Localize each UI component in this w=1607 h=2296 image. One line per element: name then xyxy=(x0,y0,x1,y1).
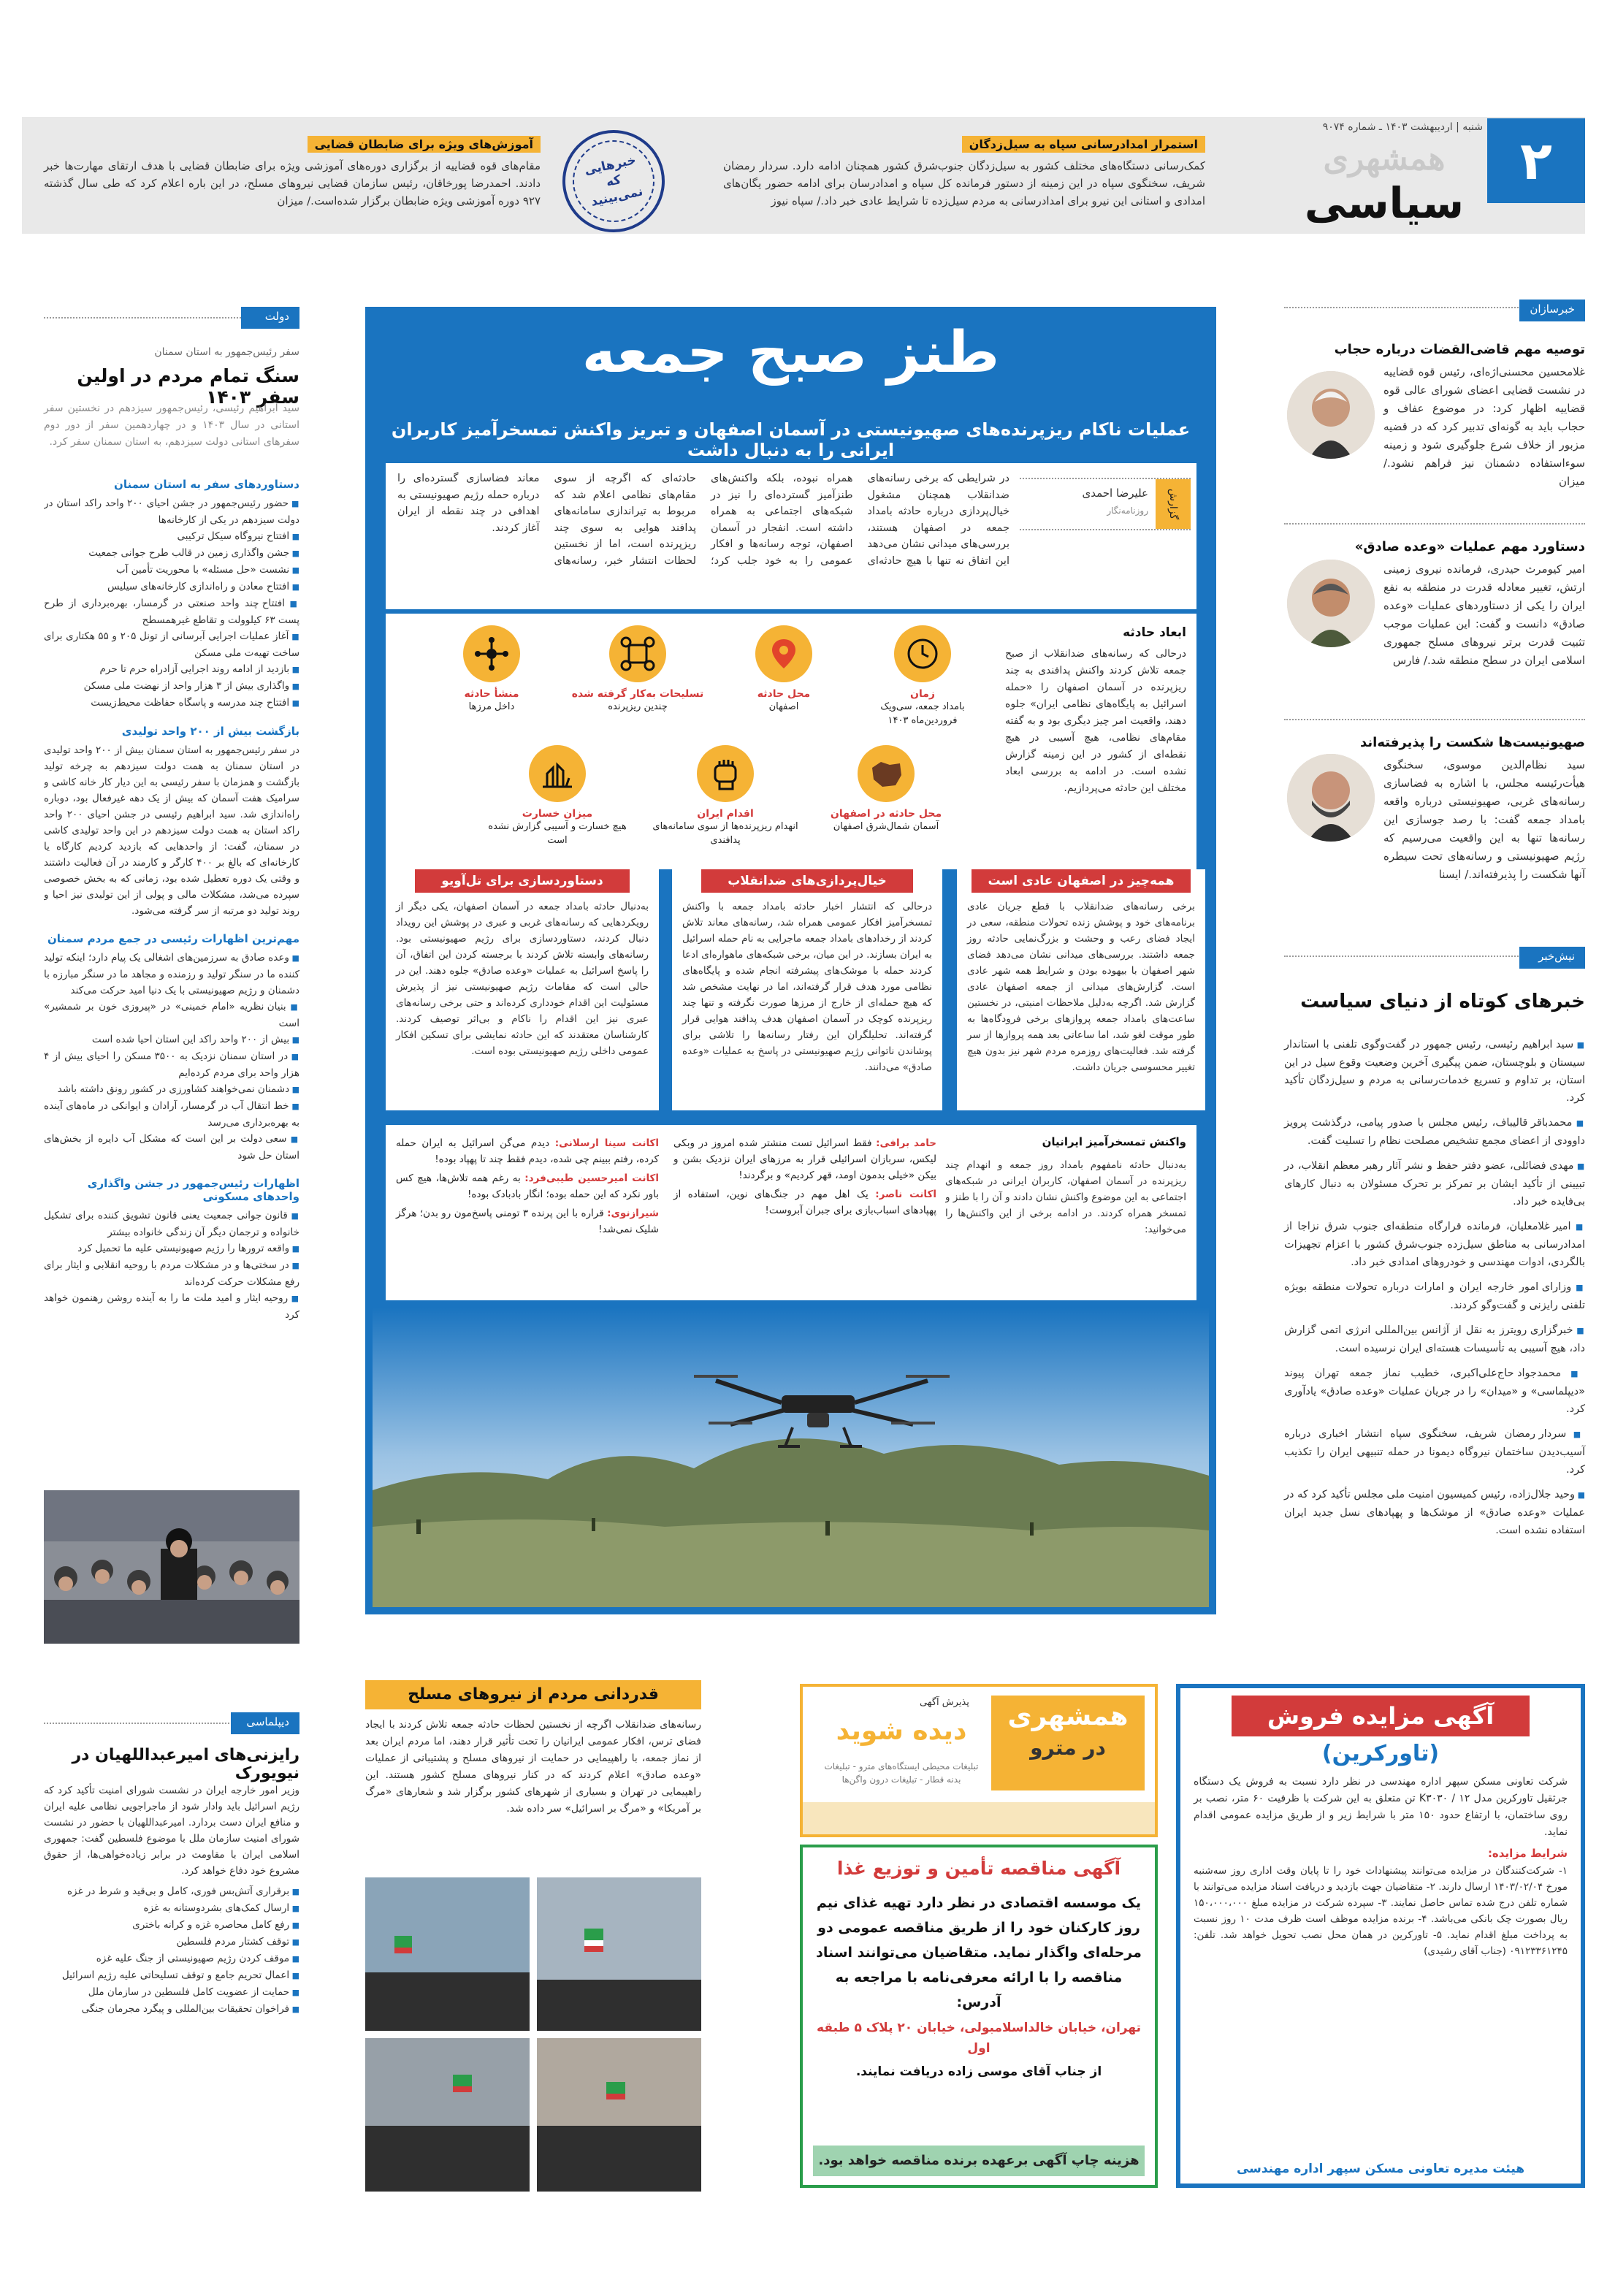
feature-intro-box xyxy=(386,463,1196,609)
map-icon xyxy=(858,745,915,802)
diplomacy-title: رایزنی‌های امیرعبداللهیان در نیویورک xyxy=(72,1746,299,1782)
khabarsazan-item-1-title: توصیه مهم قاضی‌القضات درباره حجاب xyxy=(1334,342,1585,357)
dolat-kicker: سفر رئیس‌جمهور به استان سمنان xyxy=(154,346,299,358)
reaction-item xyxy=(396,1170,659,1202)
fact-iran-action-title: اقدام ایران xyxy=(697,808,754,820)
location-pin-icon xyxy=(755,625,812,682)
column-isfahan-normal xyxy=(957,869,1205,1110)
khabarsazan-item-2-body: امیر کیومرث حیدری، فرمانده نیروی زمینی ارتش، تغییر معادله قدرت در منطقه به نفع ایران را یکی از دستاوردهای عملیات «وعده صادق» دانست و گفت: این عملیات موجب تثبیت قدرت برتر نیروهای مسلح جمهوری اسلامی ایران در سطح منطقه شد./ فارس xyxy=(1383,562,1585,667)
fact-origin xyxy=(430,625,554,742)
reactions-list xyxy=(396,1135,936,1296)
raisi-crowd-photo xyxy=(44,1490,299,1644)
ad-subway-slogan: دیده شوید xyxy=(836,1716,967,1746)
armed-forces-title: قدردانی مردم از نیروهای مسلح xyxy=(365,1680,701,1709)
reactions-title: واکنش تمسخرآمیز ایرانیان xyxy=(1042,1135,1186,1148)
fact-time xyxy=(860,625,985,742)
dolat-list-item: ■ افتتاح چند مدرسه و پاسگاه حفاظت محیط‌زیست xyxy=(44,695,299,712)
ad-tender-body: یک موسسه اقتصادی در نظر دارد تهیه غذای نیم روز کارکنان خود را از طریق مناقصه عمومی دو مرحله‌ای واگذار نماید. متقاضیان می‌توانند اسناد مناقصه را با ارائه معرفی‌نامه با مراجعه به آدرس: xyxy=(816,1895,1142,2010)
ad-subway-bottom xyxy=(803,1802,1155,1834)
reaction-item xyxy=(396,1135,659,1167)
page-number: ۲ xyxy=(1520,130,1552,191)
reaction-user: شیرازنوی: xyxy=(607,1208,659,1219)
column-isfahan-normal-body: برخی رسانه‌های ضدانقلاب با قطع جریان عادی برنامه‌های خود و پوشش زنده تحولات منطقه، سعی در ایجاد فضای رعب و وحشت و بزرگ‌نمایی حادثه روز جمعه داشتند. بررسی‌های میدانی نشان می‌دهد فضای شهر اصفهان با بیهوده بودن و شرایط همه شهر عادی است. گزارش‌های میدانی از جمعه اصفهان عادی گزارش شد. اگرچه به‌دلیل ملاحظات امنیتی، در نخستین ساعت‌های بامداد جمعه پروازهای برخی فرودگاه‌ها به طور موقت لغو شد، اما ساعاتی بعد همه پروازها از سر گرفته شد. فعالیت‌های روزمره مردم شهر نیز بدون هیچ تغییر محسوسی جریان داشت. xyxy=(967,901,1195,1073)
fact-location xyxy=(722,625,846,742)
armed-forces-section xyxy=(365,1680,701,2192)
nishkhabar-item: ■ محمدباقر قالیباف، رئیس مجلس با صدور پیامی، درگذشت پرویز داوودی از اعضای مجمع تشخیص مصلحت نظام را تسلیت گفت. xyxy=(1284,1114,1585,1150)
fact-origin-title: منشأ حادثه xyxy=(464,688,519,700)
aspects-body: درحالی که رسانه‌های ضدانقلاب از صبح جمعه تلاش کردند واکنش پدافندی به چند ریزپرنده در آسمان اصفهان را «حمله اسرائیل به پایگاه‌های نظامی ایران» جلوه دهند، واقعیت امر چیز دیگری بود و به گفته مقام‌های نظامی، هیچ آسیبی در هیچ نقطه‌ای از کشور در این زمینه گزارش نشده است. در ادامه به بررسی ابعاد مختلف این حادثه می‌پردازیم. xyxy=(1005,648,1186,794)
ad-tender-title: آگهی مناقصه تأمین و توزیع غذا xyxy=(836,1858,1121,1879)
diplomacy-list-item: ■ برقراری آتش‌بس فوری، کامل و بی‌قید و شرط در غزه xyxy=(44,1883,299,1900)
nishkhabar-item: ■ وزارای امور خارجه ایران و امارات درباره تحولات منطقه بویژه تلفنی رایزنی و گفت‌وگو کردند. xyxy=(1284,1278,1585,1314)
dolat-title: سنگ تمام مردم در اولین سفر ۱۴۰۳ xyxy=(77,365,299,408)
section-title xyxy=(1286,178,1483,229)
reaction-text: دیدم می‌گن اسرائیل به ایران حمله کرده، رفتم ببینم چی شده، دیدم فقط چند تا پهپاد بوده! xyxy=(396,1137,659,1165)
dolat-list-item: ■ بنیان نظریه «امام خمینی» در «پیروزی خون بر شمشیر» است xyxy=(44,999,299,1031)
dolat-list-item: ■ افتتاح نیروگاه سیکل ترکیبی xyxy=(44,528,299,545)
khabarsazan-item-2 xyxy=(1284,539,1585,714)
fact-iran-action-value: انهدام ریزپرنده‌ها از سوی سامانه‌های پدافندی xyxy=(652,821,798,846)
dolat-list-item: ■ افتتاح چند واحد صنعتی در گرمسار، بهره‌برداری از طرح پست ۶۳ کیلوولت و تقاطع غیرهمسطح xyxy=(44,595,299,628)
dolat-section-4-title: اظهارات رئیس‌جمهور در جشن واگذاری واحدهای مسکونی xyxy=(87,1177,299,1203)
khabarsazan-item-2-title: دستاورد مهم عملیات «وعده صادق» xyxy=(1354,539,1585,554)
fact-isfahan-spot-value: آسمان شمال‌شرق اصفهان xyxy=(833,821,939,832)
khabarsazan-item-1-body: غلامحسین محسنی‌اژه‌ای، رئیس قوه قضاییه در نشست قضایی اعضای شورای عالی قوه قضاییه اظهار کرد: در موضوع عفاف و حجاب باید به گونه‌ای تدبیر کرد که در قضیه مزبور از خلاف شرع جلوگیری شود و زمینه سوءاستفاده دشمنان نیز فراهم نشود./ میزان xyxy=(1383,365,1585,488)
damage-icon xyxy=(529,745,586,802)
reaction-user: اکانت سینا ارسلانی: xyxy=(554,1137,659,1149)
section-name: سیاسی xyxy=(1304,178,1465,228)
reaction-text: به رغم همه تلاش‌ها، هیچ کس باور نکرد که این حمله بوده؛ انگار بادبادک بوده! xyxy=(396,1172,659,1200)
dolat-section-2-title: بازگشت بیش از ۲۰۰ واحد تولیدی xyxy=(121,725,299,738)
nishkhabar-item: ■ وحید جلال‌زاده، رئیس کمیسیون امنیت ملی مجلس تأکید کرد که در عملیات «وعده صادق» از موشک‌ها و پهپادهای نسل جدید ایران استفاده نشده است. xyxy=(1284,1486,1585,1539)
dolat-section-3-title: مهم‌ترین اظهارات رئیسی در جمع مردم سمنان xyxy=(47,932,299,945)
ad-auction-intro: شرکت تعاونی مسکن سپهر اداره مهندسی در نظر دارد نسبت به فروش یک دستگاه جرثقیل تاورکرین مدل ۱۲ / K۳۰۳۰ تن متعلق به این شرکت با ظرفیت ۶۰ متر، نصب بر روی ساختمان، با ارتفاع حدود ۱۵۰ متر با شرایط زیر و از طریق مزایده عمومی اقدام نماید. xyxy=(1194,1776,1568,1838)
portrait-mohseni-ejei xyxy=(1287,371,1375,459)
dolat-body xyxy=(44,475,299,1563)
nishkhabar-list xyxy=(1284,1036,1585,1620)
diplomacy-list-item: ■ حمایت از عضویت کامل فلسطین در سازمان ملل xyxy=(44,1984,299,2001)
report-label: گزارش xyxy=(1167,488,1179,520)
ad-auction-conditions-title: شرایط مزایده: xyxy=(1487,1847,1568,1860)
reaction-text: یک اهل مهم در جنگ‌های نوین، استفاده از پهپادهای اسباب‌بازی برای جبران آبروست! xyxy=(673,1189,936,1216)
nishkhabar-item: ■ محمدجواد حاج‌علی‌اکبری، خطیب نماز جمعه تهران پیوند «دیپلماسی» و «میدان» را در جریان عملیات «وعده صادق» یادآوری کرد. xyxy=(1284,1365,1585,1418)
fact-isfahan-spot xyxy=(817,745,955,862)
top-news-2 xyxy=(44,136,541,227)
nishkhabar-item: ■ خبرگزاری رویترز به نقل از آژانس بین‌المللی انرژی اتمی گزارش داد، هیچ آسیبی به تأسیسات هسته‌ای ایران نرسیده است. xyxy=(1284,1321,1585,1357)
diplomacy-list-item: ■ فراخوان تحقیقات بین‌المللی و پیگرد مجرمان جنگی xyxy=(44,2001,299,2018)
dolat-lead: سید ابراهیم رئیسی، رئیس‌جمهور سیزدهم در نخستین سفر استانی در سال ۱۴۰۳ و در چهاردهمین سفر از دور دوم سفرهای استانی دولت سیزدهم، به استان سمنان سفر کرد. xyxy=(44,403,299,448)
reactions-box xyxy=(386,1125,1196,1300)
diplomacy-body xyxy=(44,1782,299,2221)
dolat-list-item: ■ دشمنان نمی‌خواهند کشاورزی در کشور رونق داشته باشد xyxy=(44,1081,299,1098)
diplomacy-lead: وزیر امور خارجه ایران در نشست شورای امنیت تأکید کرد که رژیم اسرائیل باید وادار شود از ماجراجویی نظامی علیه ایران و منافع ایران دست بردارد. امیرعبداللهیان با حضور در نشست شورای امنیت سازمان ملل با موضوع فلسطین گفت: جمهوری اسلامی ایران با مقاومت در برابر زیاده‌خواهی‌ها، از حقوق مشروع خود دفاع خواهد کرد. xyxy=(44,1785,299,1877)
dolat-list-item: ■ جشن واگذاری زمین در قالب طرح جوانی جمعیت xyxy=(44,545,299,562)
khabarsazan-item-3-title: صهیونیست‌ها شکست را پذیرفته‌اند xyxy=(1360,735,1585,750)
diplomacy-tab: دیپلماسی xyxy=(231,1712,299,1734)
ad-tender[interactable] xyxy=(800,1845,1158,2188)
ad-tender-contact: از جناب آقای موسی زاده دریافت نمایند. xyxy=(855,2064,1102,2079)
stamp-text: خبرهایی که نمی‌بینید xyxy=(583,153,644,210)
rally-photos xyxy=(365,1877,701,2192)
brand-logo xyxy=(1286,140,1483,177)
nishkhabar-tab: نیش‌خبر xyxy=(1519,947,1585,969)
dolat-section-1-title: دستاوردهای سفر به استان سمنان xyxy=(114,478,299,491)
dolat-list-item: ■ روحیه ایثار و امید ملت ما را به آینده روشن رهنمون خواهد کرد xyxy=(44,1290,299,1323)
khabarsazan-item-1 xyxy=(1284,342,1585,561)
reaction-text: فقط اسرائیل تست منشتر شده امروز در وبکی لیکس، سربازان اسرائیلی قرار به مرزهای ایران نزدیک بشن و بیکن «خیلی بدمون اومد، قهر کردیم» و برگردند! xyxy=(673,1137,936,1181)
author-name: علیرضا احمدی xyxy=(1082,487,1148,500)
dolat-list-item: ■ وعده صادق به سرزمین‌های اشغالی یک پیام دارد؛ اینکه تولید کننده ما در سنگر تولید و رزمنده و مجاهد ما در سنگر مبارزه با دشمنان و رژیم صهیونیستی با یک دنیا امید حرکت می‌کند xyxy=(44,950,299,999)
nishkhabar-item: ■ مهدی فضائلی، عضو دفتر حفظ و نشر آثار رهبر معظم انقلاب، در تبیینی از تأکید ایشان بر تمرکز بر تحرک مسئولان به دنبال کارهای بی‌فایده خبر داد. xyxy=(1284,1157,1585,1210)
reaction-user: حامد برافی: xyxy=(876,1137,937,1149)
reaction-item xyxy=(396,1205,659,1237)
report-label-box xyxy=(1156,479,1191,529)
column-telaviv xyxy=(386,869,659,1110)
ad-subway[interactable] xyxy=(800,1684,1158,1837)
dolat-list-item: ■ در استان سمنان نزدیک به ۳۵۰۰ مسکن را احیای بیش از ۴ هزار واحد برای مردم کرده‌ایم xyxy=(44,1048,299,1081)
aspects-box xyxy=(386,614,1196,869)
column-fantasies xyxy=(672,869,942,1110)
dolat-list-item: ■ آغاز عملیات اجرایی آبرسانی از تونل ۲۰۵ و ۵۵ هکتاری برای ساخت تهیه‌ت ملی مسکن xyxy=(44,628,299,661)
clock-icon xyxy=(894,625,951,682)
dolat-list-item: ■ بیش از ۲۰۰ واحد راکد این استان احیا شده است xyxy=(44,1031,299,1048)
fact-isfahan-spot-title: محل حادثه در اصفهان xyxy=(830,808,942,820)
date-line: شنبه | اردیبهشت ۱۴۰۳ ـ شماره ۹۰۷۴ xyxy=(1322,121,1483,133)
khabarsazan-divider-2 xyxy=(1284,719,1585,720)
dolat-list-item: ■ سعی دولت بر این است که مشکل آب دایره از بخش‌های استان حل شود xyxy=(44,1131,299,1164)
fist-icon xyxy=(697,745,754,802)
page-number-box xyxy=(1487,118,1585,203)
fact-damage xyxy=(481,745,634,862)
reactions-intro: به‌دنبال حادثه نامفهوم بامداد روز جمعه و انهدام چند ریزپرنده در آسمان اصفهان، کاربران ایرانی در شبکه‌های اجتماعی به این موضوع واکنش نشان دادند و آن را با طنز و تمسخر همراه کردند. در ادامه برخی از این واکنش‌ها را می‌خوانید: xyxy=(945,1159,1186,1235)
top-news-1-label: استمرار امدادرسانی سپاه به سیل‌زدگان xyxy=(962,136,1205,153)
reaction-text: قراره با این پرنده ۳ تومنی پاسخ‌مون رو بدن؛ هرگز شلیک نمی‌شد! xyxy=(396,1208,659,1235)
reaction-user: اکانت ناصر: xyxy=(875,1189,936,1200)
nishkhabar-item: ■ سردار رمضان شریف، سخنگوی سپاه انتشار اخباری درباره آسیب‌دیدن ساختمان نیروگاه دیمونا در حمله تنبیهی ایران را تکذیب کرد. xyxy=(1284,1425,1585,1479)
report-byline xyxy=(1020,478,1191,530)
khabarsazan-item-3 xyxy=(1284,735,1585,903)
dolat-list-item: ■ در سختی‌ها و در مشکلات مردم با روحیه انقلابی و ایثار برای رفع مشکلات حرکت کرده‌اند xyxy=(44,1257,299,1290)
ad-auction-footer: هیئت مدیره تعاونی مسکن سپهر اداره مهندسی xyxy=(1236,2162,1525,2176)
column-fantasies-tab: خیال‌پردازی‌های ضدانقلاب xyxy=(701,869,913,893)
ad-subway-metro: در مترو xyxy=(1030,1736,1106,1760)
ad-auction[interactable] xyxy=(1176,1684,1585,2188)
dolat-list-item: ■ واقعه ترورها را رژیم صهیونیستی علیه ما تحمیل کرد xyxy=(44,1240,299,1257)
diplomacy-list-item: ■ ارسال کمک‌های بشردوستانه به غزه xyxy=(44,1900,299,1917)
dolat-list-item: ■ خط انتقال آب در گرمسار، آرادان و ایوانکی در ماه‌های آینده به بهره‌برداری می‌رسد xyxy=(44,1098,299,1131)
nishkhabar-item: ■ سید ابراهیم رئیسی، رئیس جمهور در گفت‌وگوی تلفنی با استاندار سیستان و بلوچستان، ضمن پیگیری آخرین وضعیت وقوع سیل در این استان، بر تداوم و تسریع خدمات‌رسانی به مردم و سیل‌زدگان تأکید کرد. xyxy=(1284,1036,1585,1107)
dolat-section-2-body: در سفر رئیس‌جمهور به استان سمنان بیش از ۲۰۰ واحد تولیدی در استان سمنان به همت دولت سیزدهم به چرخه تولید بازگشت و همزمان با سفر رئیسی به این دیار کار خانه کاشی و سرامیک هفت آسمان که بیش از یک دهه غیرفعال بود، دوباره راه‌اندازی شد. سید ابراهیم رئیسی در جشن احیای ۲۰۰ واحد راکد استان به همت دولت سیزدهم در این واحد تولیدی کاشی در سمنان، گفت: از واحدهایی که بازدید کردیم کارگاه یا کارخانه‌ای که بالغ بر ۴۰۰ کارگر و کارمند در آن فعالیت داشتند و وقتی یک دوره تعطیل شده بود، زمانی که به بخش خصوصی سپرده می‌شد، مشکلات مالی و پولی از این تولیدی نیز احیا و روند تولید دو مرتبه از سر گرفته می‌شود. xyxy=(44,744,299,917)
network-icon xyxy=(463,625,520,682)
khabarsazan-divider-1 xyxy=(1284,523,1585,525)
author-role: روزنامه‌نگار xyxy=(1107,506,1148,516)
armed-forces-body: رسانه‌های ضدانقلاب اگرچه از نخستین لحظات حادثه جمعه تلاش کردند با ایجاد فضای ترس، افکار عمومی ایرانیان را تحت تأثیر قرار دهند، اما مردم ایران بعد از نماز جمعه، با راهپیمایی در حمایت از نیروهای مسلح و پشتیبانی از عملیات «وعده صادق» اعلام کردند که در کنار نیروهای مسلح کشور هستند. این راهپیمایی در تهران و بسیاری از شهرهای کشور برگزار شد و شعارهای «مرگ بر آمریکا» و «مرگ بر اسرائیل» سر داده شد. xyxy=(365,1719,701,1815)
fact-location-title: محل حادثه xyxy=(757,688,811,700)
portrait-mousavi xyxy=(1287,754,1375,842)
column-isfahan-normal-tab: همه‌چیز در اصفهان عادی است xyxy=(972,869,1191,893)
khabarsazan-item-3-body: سید نظام‌الدین موسوی، سخنگوی هیأت‌رئیسه مجلس، با اشاره به فضاسازی رسانه‌های غربی، صهیونیستی درباره واقعه بامداد جمعه گفت: با رصد جوسازی این رسانه‌ها تنها به این واقعیت می‌رسیم که رژیم صهیونیستی و رسانه‌های تحت سیطره آنها شکست را پذیرفته‌اند./ ایسنا xyxy=(1383,758,1585,881)
diplomacy-list-item: ■ اعمال تحریم جامع و توقف تسلیحاتی علیه رژیم اسرائیل xyxy=(44,1967,299,1984)
fact-weapons-title: تسلیحات به‌کار گرفته شده xyxy=(571,688,704,700)
fact-weapons xyxy=(568,625,707,742)
feature-title: طنز صبح جمعه xyxy=(581,320,1000,386)
ad-auction-conditions: ۱- شرکت‌کنندگان در مزایده می‌توانند پیشنهادات خود را تا پایان وقت اداری روز سه‌شنبه مورخ ۱۴۰۳/۰۲/۰۴ ارسال دارند. ۲- متقاضیان جهت بازدید و دریافت اسناد مزایده می‌توانند با شماره تلفن درج شده تماس حاصل نمایند. ۳- سپرده شرکت در مزایده مبلغ ۱۵۰،۰۰۰،۰۰۰ ریال بصورت چک بانکی می‌باشد. ۴- برنده مزایده موظف است ظرف مدت ۱۰ روز نسبت به پرداخت مبلغ اقدام نماید. ۵- تاورکرین در همان محل نصب تحویل خواهد شد. تلفن: ۰۹۱۲۳۳۶۱۲۴۵ (جناب آقای رشیدی) xyxy=(1194,1865,1568,1957)
fact-time-value: بامداد جمعه، سی‌ویک فروردین‌ماه ۱۴۰۳ xyxy=(880,701,965,726)
nishkhabar-item: ■ امیر غلامعلیان، فرمانده قرارگاه منطقه‌ای جنوب شرق نزاجا از امدادرسانی به مناطق سیل‌زده جنوب‌شرق کشور با اعزام تجهیزات بالگردی، ادوات مهندسی و خودروهای امدادی خبر داد. xyxy=(1284,1218,1585,1271)
drone-photo xyxy=(373,1308,1209,1607)
ad-subway-brand-box xyxy=(991,1696,1145,1790)
portrait-heydari xyxy=(1287,560,1375,647)
ad-subway-tag: پذیرش آگهی xyxy=(920,1697,969,1708)
dolat-list-item: ■ قانون جوانی جمعیت یعنی قانون تشویق کننده برای تشکیل خانواده و ترجمان دیگر آن زندگی خانواده بیشتر xyxy=(44,1208,299,1240)
column-telaviv-body: به‌دنبال حادثه بامداد جمعه در آسمان اصفهان، یکی دیگر از رویکردهایی که رسانه‌های غربی و عبری در پوشش این رویداد دنبال کردند، دستاوردسازی برای رژیم صهیونیستی بود. رسانه‌های وابسته تلاش کردند با برجسته کردن این اتفاق، آن را پاسخ اسرائیل به عملیات «وعده صادق» جلوه دهند. این در حالی است که مقامات رژیم صهیونیستی نیز از پذیرش مسئولیت این اقدام خودداری کرده‌اند و حتی برخی رسانه‌های عبری نیز این اقدام را ناکام و بی‌اثر توصیف کردند. کارشناسان معتقدند که این حادثه نمایشی برای تسکین افکار عمومی داخلی رژیم صهیونیستی بوده است. xyxy=(396,901,649,1057)
fact-damage-title: میزان خسارت xyxy=(522,808,593,820)
column-telaviv-tab: دستاوردسازی برای تل‌آویو xyxy=(415,869,630,893)
diplomacy-list-item: ■ موقف کردن رژیم صهیونیستی از جنگ علیه غزه xyxy=(44,1950,299,1967)
ad-subway-brand: همشهری xyxy=(1007,1701,1129,1731)
diplomacy-list-item: ■ رفع کامل محاصره غزه و کرانه باختری xyxy=(44,1917,299,1934)
dolat-list-item: ■ واگذاری بیش از ۳ هزار واحد از نهضت ملی مسکن xyxy=(44,678,299,695)
nishkhabar-title: خبرهای کوتاه از دنیای سیاست xyxy=(1300,991,1585,1012)
khabarsazan-tab: خبرسازان xyxy=(1519,300,1585,321)
fact-damage-value: هیچ خسارت و آسیبی گزارش نشده است xyxy=(488,821,627,846)
ad-tender-address: تهران، خیابان خالداسلامبولی، خیابان ۲۰ پلاک ۵ طبقه اول xyxy=(817,2021,1141,2056)
dolat-tab: دولت xyxy=(241,307,299,329)
fact-weapons-value: چندین ریزپرنده xyxy=(608,701,668,712)
feature-subtitle: عملیات ناکام ریزپرنده‌های صهیونیستی در آسمان اصفهان و تبریز واکنش تمسخرآمیز کاربران ایرانی را به دنبال داشت xyxy=(391,419,1191,460)
ad-subway-details: تبلیغات محیطی ایستگاه‌های مترو - تبلیغات بدنه قطار - تبلیغات درون واگن‌ها xyxy=(824,1761,979,1785)
fact-time-title: زمان xyxy=(910,688,935,700)
reaction-item xyxy=(673,1135,936,1183)
aspects-title: ابعاد حادثه xyxy=(1123,625,1186,640)
dolat-list-item: ■ بازدید از ادامه روند اجرایی آزادراه حرم تا حرم xyxy=(44,661,299,678)
dolat-list-item: ■ حضور رئیس‌جمهور در جشن احیای ۲۰۰ واحد راکد استان در دولت سیزدهم در یکی از کارخانه‌ها xyxy=(44,495,299,528)
dolat-list-item: ■ نشست «حل مسئله» با محوریت تأمین آب xyxy=(44,562,299,579)
top-news-1 xyxy=(723,136,1205,227)
fact-iran-action xyxy=(649,745,802,862)
dolat-list-item: ■ افتتاح معادن و راه‌اندازی کارخانه‌های سیلیس xyxy=(44,579,299,595)
fact-origin-value: داخل مرزها xyxy=(468,701,515,712)
ad-auction-subtitle: (تاورکرین) xyxy=(1321,1741,1440,1766)
feature-intro: در شرایطی که برخی رسانه‌های ضدانقلاب همچنان مشغول خیال‌پردازی درباره حادثه بامداد جمعه در اصفهان هستند، بررسی‌های میدانی نشان می‌دهد این اتفاق نه تنها با هیچ حادثه‌ای همراه نبوده، بلکه واکنش‌های طنزآمیز گسترده‌ای را نیز در شبکه‌های اجتماعی به همراه داشته است. انفجار در آسمان اصفهان، توجه رسانه‌ها و افکار عمومی را به خود جلب کرد؛ حادثه‌ای که اگرچه از سوی مقام‌های نظامی اعلام شد که مربوط به تیراندازی سامانه‌های پدافند هوایی به سوی چند ریزپرنده است، اما از نخستین لحظات انتشار خبر، رسانه‌های معاند فضاسازی گسترده‌ای را درباره حمله رژیم صهیونیستی به اهدافی در چند نقطه از ایران آغاز کردند. xyxy=(397,473,1009,567)
reaction-item xyxy=(673,1186,936,1218)
drone-icon xyxy=(609,625,666,682)
ad-auction-title: آگهی مزایده فروش xyxy=(1232,1696,1530,1736)
top-news-2-body: مقام‌های قوه قضاییه از برگزاری دوره‌های آموزشی ویژه برای ضابطان قضایی با هدف ارتقای مهارت‌ها خبر دادند. احمدرضا پورخاقان، رئیس سازمان قضایی نیروهای مسلح، در این باره اعلام کرد که طی سال گذشته ۹۲۷ دوره آموزشی ویژه ضابطان برگزار شده‌است./ میزان xyxy=(44,159,541,207)
reaction-user: اکانت امیرحسین طیبی‌فرد: xyxy=(524,1172,660,1184)
top-news-1-body: کمک‌رسانی دستگاه‌های مختلف کشور به سیل‌زدگان جنوب‌شرق کشور همچنان ادامه دارد. سردار رمضان شریف، سخنگوی سپاه در این زمینه از دستور فرمانده کل سپاه و امدادرسان برای ادامه حضور یگان‌های امدادی و استانی این نیرو برای امدادرسانی به مردم سیل‌زده تا شرایط عادی خبر داد./ سپاه نیوز xyxy=(723,159,1205,207)
diplomacy-list-item: ■ توقف کشتار مردم فلسطین xyxy=(44,1934,299,1950)
column-fantasies-body: درحالی که انتشار اخبار حادثه بامداد جمعه با واکنش تمسخرآمیز افکار عمومی همراه شد، رسانه‌های معاند تلاش کردند از رخدادهای بامداد جمعه ماجرایی به نام حمله اسرائیل به ایران بسازند. در این میان، برخی شبکه‌های ماهواره‌ای ادعا کردند حمله با موشک‌های پیشرفته انجام شده و پایگاه‌های نظامی مورد هدف قرار گرفته‌اند، اما در نهایت مشخص شد که هیچ حمله‌ای از خارج از مرزها صورت نگرفته و تنها چند ریزپرنده کوچک در آسمان اصفهان هدف پدافند هوایی قرار گرفته‌اند. تحلیلگران این رفتار رسانه‌ها را تلاشی برای پوشاندن ناتوانی رژیم صهیونیستی در پاسخ به عملیات «وعده صادق» می‌دانند. xyxy=(682,901,932,1073)
brand-name: همشهری xyxy=(1323,140,1446,178)
ad-tender-footer: هزینه چاپ آگهی برعهده برنده مناقصه خواهد بود. xyxy=(813,2146,1145,2176)
fact-location-value: اصفهان xyxy=(768,701,799,712)
top-news-2-label: آموزش‌های ویژه برای ضابطان قضایی xyxy=(308,136,541,153)
